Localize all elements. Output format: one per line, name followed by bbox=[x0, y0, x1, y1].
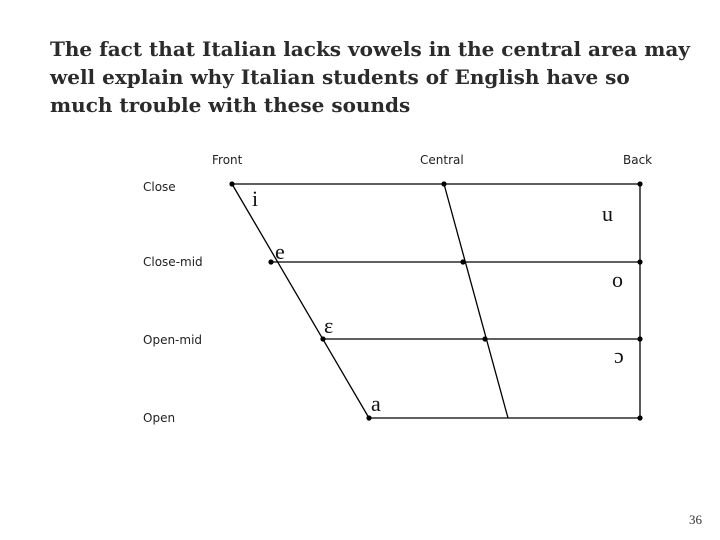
dot-close-mid-back bbox=[637, 259, 642, 264]
dot-close-central bbox=[441, 181, 446, 186]
vowel-open-o: ɔ bbox=[614, 343, 624, 368]
column-label-central: Central bbox=[420, 153, 464, 167]
vowel-o: o bbox=[612, 267, 623, 292]
vowel-i: i bbox=[252, 186, 259, 211]
dot-open-mid-back bbox=[637, 336, 642, 341]
dot-open-mid-central bbox=[482, 336, 487, 341]
column-label-back: Back bbox=[623, 153, 653, 167]
row-label-open-mid: Open-mid bbox=[143, 333, 203, 347]
dot-close-mid-central bbox=[460, 259, 465, 264]
vowel-u: u bbox=[602, 201, 613, 226]
vowel-epsilon: ε bbox=[324, 313, 334, 338]
slide-caption: The fact that Italian lacks vowels in the central area may well explain why Italian students of English have so much trouble with these sounds bbox=[50, 37, 690, 117]
page-number: 36 bbox=[689, 512, 702, 527]
row-label-close-mid: Close-mid bbox=[143, 255, 203, 269]
central-line bbox=[444, 184, 508, 418]
dot-close-back bbox=[637, 181, 642, 186]
dot-open-back bbox=[637, 415, 642, 420]
vowel-e: e bbox=[275, 239, 285, 264]
dot-close-front bbox=[229, 181, 234, 186]
dot-open-front bbox=[366, 415, 371, 420]
column-label-front: Front bbox=[212, 153, 243, 167]
row-label-open: Open bbox=[143, 411, 176, 425]
front-edge-line bbox=[232, 184, 369, 418]
row-label-close: Close bbox=[143, 180, 176, 194]
dot-close-mid-front bbox=[268, 259, 273, 264]
vowel-a: a bbox=[371, 391, 381, 416]
